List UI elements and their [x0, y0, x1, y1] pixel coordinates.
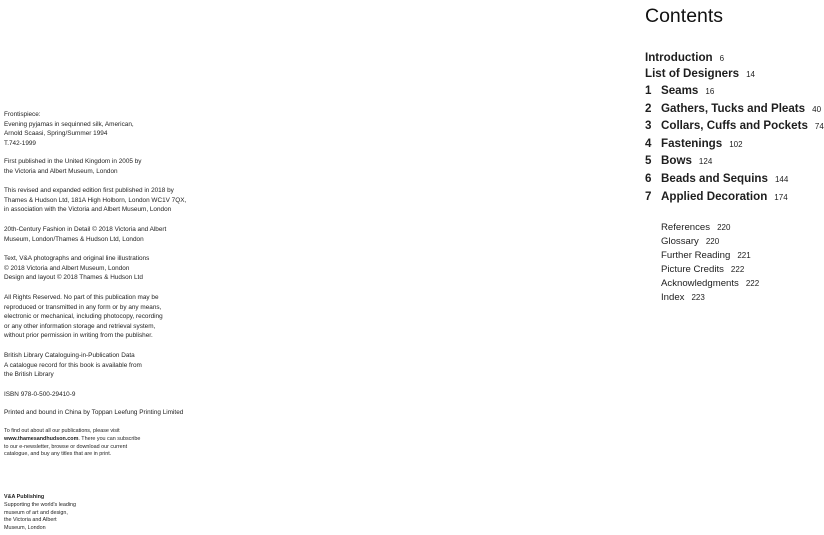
publisher-name: V&A Publishing: [4, 494, 45, 500]
toc-entry-list-of-designers[interactable]: List of Designers 14: [645, 67, 755, 80]
toc-entry-glossary[interactable]: Glossary 220: [661, 236, 720, 247]
text-copyright-note: Text, V&A photographs and original line illustrations © 2018 Victoria and Albert Museum, London Design and layout © 2018 Thames & Hudson Ltd: [4, 255, 150, 282]
copyright-title-note: 20th-Century Fashion in Detail © 2018 Victoria and Albert Museum, London/Thames & Hudson Ltd, London: [4, 226, 167, 243]
toc-entry-applied-decoration[interactable]: 7 Applied Decoration 174: [645, 190, 788, 203]
contents-title: Contents: [645, 5, 724, 27]
toc-entry-further-reading[interactable]: Further Reading 221: [661, 250, 751, 261]
toc-entry-acknowledgments[interactable]: Acknowledgments 222: [661, 278, 760, 289]
frontispiece-caption: Frontispiece: Evening pyjamas in sequinned silk, American, Arnold Scaasi, Spring/Summer 1994 T.742-1999: [4, 111, 134, 147]
revised-edition-note: This revised and expanded edition first published in 2018 by Thames & Hudson Ltd, 181A High Holborn, London WC1V 7QX, in association with the Victoria and Albert Museum, London: [4, 187, 187, 214]
toc-entry-seams[interactable]: 1 Seams 16: [645, 84, 715, 97]
toc-entry-introduction[interactable]: Introduction 6: [645, 51, 725, 64]
toc-entry-beads-sequins[interactable]: 6 Beads and Sequins 144: [645, 172, 789, 185]
toc-entry-bows[interactable]: 5 Bows 124: [645, 154, 713, 167]
toc-entry-fastenings[interactable]: 4 Fastenings 102: [645, 137, 743, 150]
toc-entry-index[interactable]: Index 223: [661, 292, 705, 303]
publications-note: To find out about all our publications, please visit www.thamesandhudson.com. There you can subscribe to our e-newsletter, browse or download our current catalogue, and buy any titles that are in print.: [4, 428, 141, 458]
rights-notice: All Rights Reserved. No part of this publication may be reproduced or transmitted in any form or by any means, electronic or mechanical, including photocopy, recording or any other information storage and retrieval system, without prior permission in writing from the publisher.: [4, 294, 163, 340]
first-published-note: First published in the United Kingdom in 2005 by the Victoria and Albert Museum, London: [4, 158, 142, 175]
toc-entry-picture-credits[interactable]: Picture Credits 222: [661, 264, 745, 275]
colophon: [4, 0, 304, 535]
printed-note: Printed and bound in China by Toppan Leefung Printing Limited: [4, 409, 184, 416]
cataloguing-note: British Library Cataloguing-in-Publication Data A catalogue record for this book is available from the British Library: [4, 352, 142, 379]
publisher-website-link[interactable]: www.thamesandhudson.com: [4, 435, 79, 442]
publisher-imprint: V&A Publishing Supporting the world's leading museum of art and design, the Victoria and Albert Museum, London: [4, 494, 77, 532]
toc-entry-collars-cuffs-pockets[interactable]: 3 Collars, Cuffs and Pockets 74: [645, 119, 824, 132]
isbn: ISBN 978-0-500-29410-9: [4, 391, 76, 398]
toc-entry-gathers-tucks-pleats[interactable]: 2 Gathers, Tucks and Pleats 40: [645, 102, 822, 115]
toc-entry-references[interactable]: References 220: [661, 222, 731, 233]
